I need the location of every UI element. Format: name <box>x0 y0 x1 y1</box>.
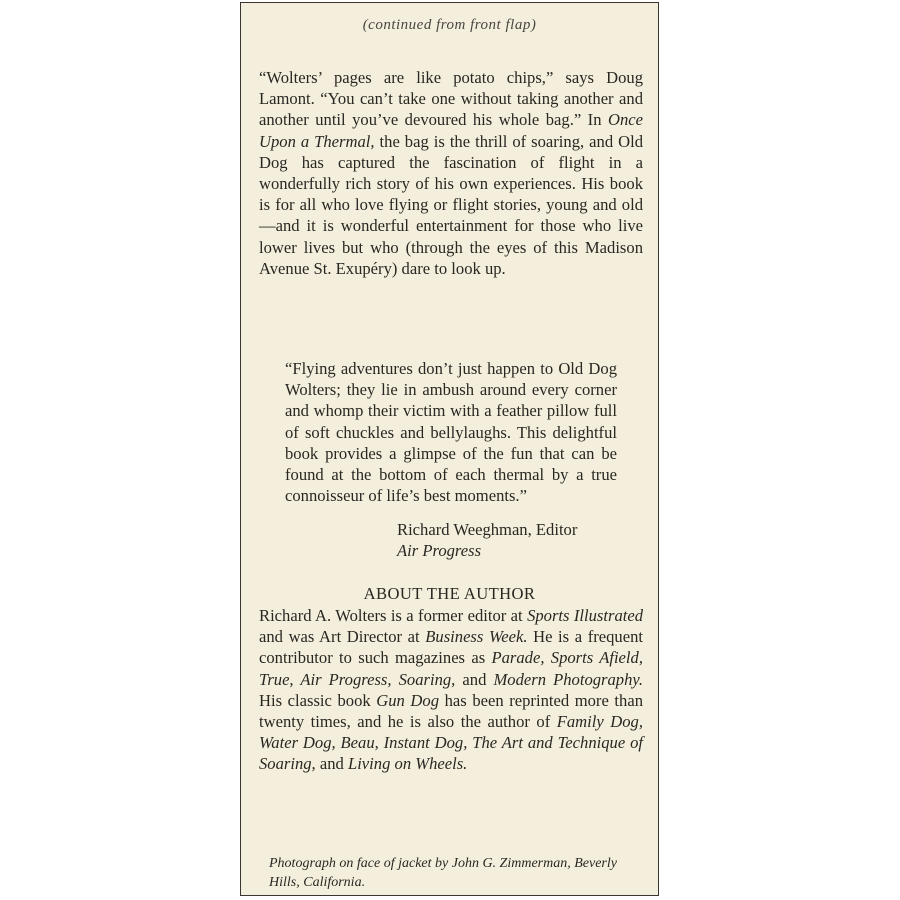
review-text-2: the bag is the thrill of soaring, and Old Dog has captured the fascination of flight in a wonderfully rich story of his own experiences. His book is for all who love flying or flight stories, young and old—and it is wonderful entertainment for those who live lower lives but who (through the eyes of this Madison Avenue St. Exupéry) dare to look up. <box>259 131 643 278</box>
about-seg-italic: Modern Photography. <box>493 669 643 689</box>
about-seg: He is a frequent contributor to such magazines as <box>259 627 643 668</box>
about-seg: and <box>315 754 348 774</box>
quote-attribution-publication: Air Progress <box>397 541 482 560</box>
quote-attribution-name: Richard Weeghman, Editor <box>397 520 578 539</box>
about-seg: and <box>455 669 494 689</box>
book-title: Once Upon a Thermal, <box>259 110 643 151</box>
continued-header: (continued from front flap) <box>362 17 537 33</box>
about-author-text <box>259 605 643 775</box>
review-paragraph <box>259 67 643 279</box>
about-seg-italic: Family Dog, Water Dog, Beau, Instant Dog, The Art and Technique of Soaring, <box>259 712 643 774</box>
endorsement-quote: “Flying adventures don’t just happen to Old Dog Wolters; they lie in ambush around every corner and whomp their victim with a feather pillow full of soft chuckles and bellylaughs. This delightful book provides a glimpse of the fun that can be found at the bottom of each thermal by a true connoisseur of life’s best moments.” <box>285 359 617 506</box>
about-seg: Richard A. Wolters is a former editor at <box>259 606 528 625</box>
photo-credit: Photograph on face of jacket by John G. Zimmerman, Beverly Hills, California. <box>269 856 617 890</box>
about-seg-italic: Living on Wheels. <box>347 754 468 774</box>
about-seg: and was Art Director at <box>259 627 426 647</box>
jacket-flap <box>240 2 659 896</box>
about-seg-italic: Business Week. <box>425 627 528 647</box>
about-seg: has been reprinted more than twenty times, and he is also the author of <box>259 690 643 732</box>
about-seg-italic: Parade, Sports Afield, True, Air Progress, Soaring, <box>259 648 643 689</box>
about-seg-italic: Gun Dog <box>376 690 440 710</box>
about-seg: His classic book <box>259 690 377 710</box>
about-seg-italic: Sports Illustrated <box>527 606 644 625</box>
review-text-1: “Wolters’ pages are like potato chips,” says Doug Lamont. “You can’t take one without taking another and another until you’ve devoured his whole bag.” In <box>259 68 643 130</box>
about-author-heading: ABOUT THE AUTHOR <box>363 584 536 603</box>
